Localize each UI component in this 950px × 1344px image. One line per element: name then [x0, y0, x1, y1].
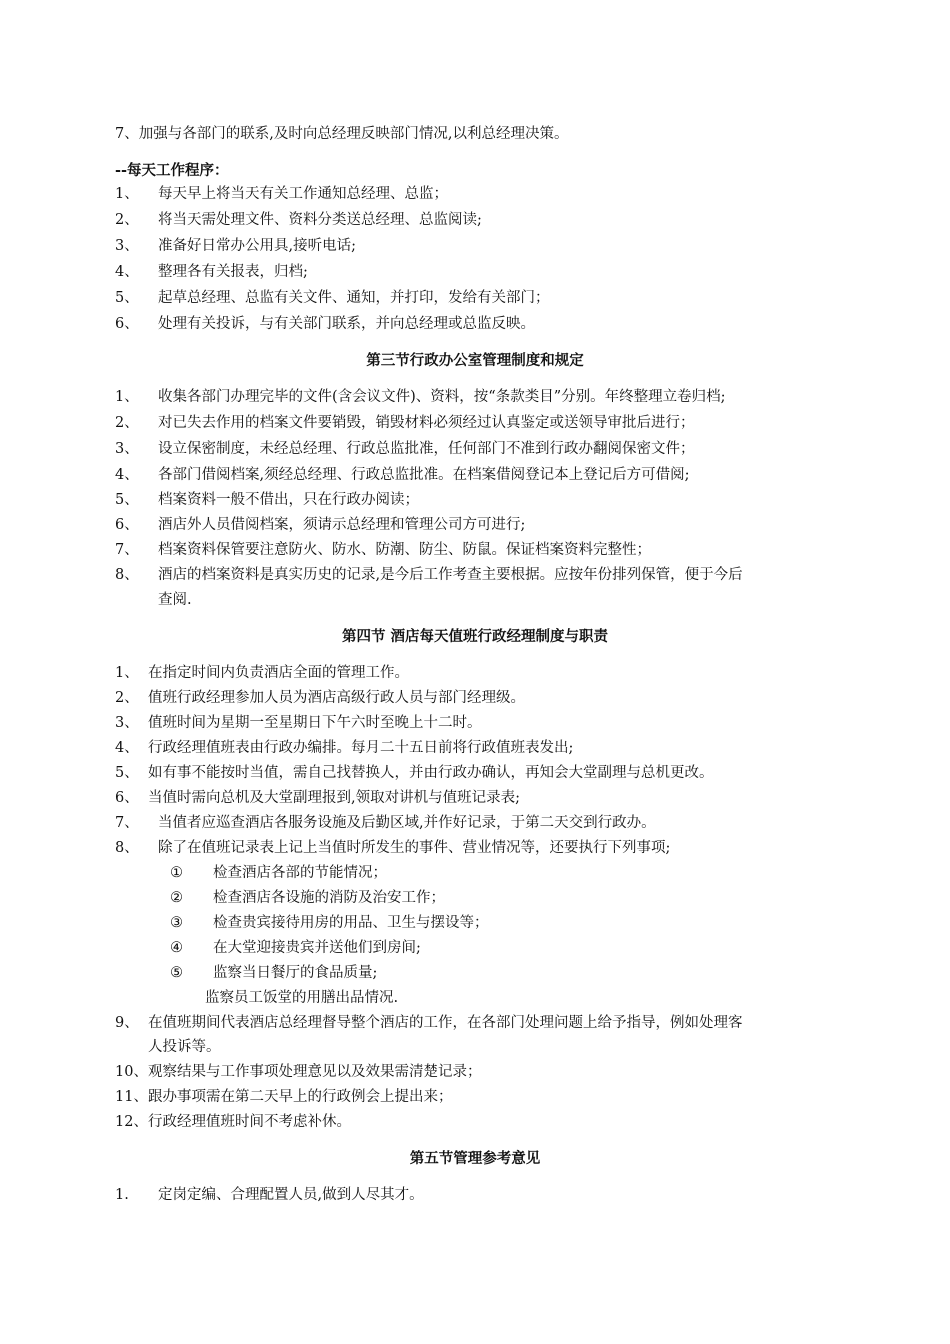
item-text: 检查酒店各部的节能情况；	[213, 865, 387, 881]
section3-item	[115, 438, 695, 460]
item-text: 除了在值班记录表上记上当值时所发生的事件、营业情况等，还要执行下列事项;	[158, 840, 671, 856]
section4-item	[115, 737, 573, 759]
item-text: 档案资料保管要注意防火、防水、防潮、防尘、防鼠。保证档案资料完整性；	[158, 542, 651, 558]
section4-item	[115, 762, 714, 784]
item-text: 值班行政经理参加人员为酒店高级行政人员与部门经理级。	[148, 690, 525, 706]
daily-item	[115, 261, 308, 283]
section3-item	[115, 539, 651, 561]
item-text: 加强与各部门的联系,及时向总经理反映部门情况,以利总经理决策。	[138, 126, 569, 142]
item-number: 10、	[115, 1064, 148, 1080]
section4-item	[115, 662, 409, 684]
section4-item	[115, 687, 525, 709]
item-text: 酒店外人员借阅档案，须请示总经理和管理公司方可进行;	[158, 517, 526, 533]
item-text: 整理各有关报表，归档;	[158, 264, 308, 280]
item-number: 7、	[115, 542, 139, 558]
daily-item	[115, 235, 356, 257]
item-number: 5、	[115, 290, 139, 306]
item-number: 3、	[115, 441, 139, 457]
section3-item	[115, 514, 525, 536]
circled-number: ④	[170, 940, 183, 956]
item-number: 2、	[115, 212, 139, 228]
section4-item-continuation: 人投诉等。	[148, 1039, 221, 1055]
section4-item	[115, 787, 520, 809]
section4-subitem	[170, 862, 387, 884]
section3-item-continuation: 查阅.	[158, 592, 192, 608]
section4-item	[115, 1061, 481, 1083]
item-text: 如有事不能按时当值，需自己找替换人，并由行政办确认，再知会大堂副理与总机更改。	[148, 765, 714, 781]
section4-subitem	[170, 937, 421, 959]
item-text: 观察结果与工作事项处理意见以及效果需清楚记录；	[147, 1064, 482, 1080]
section-title: 第三节行政办公室管理制度和规定	[366, 352, 584, 369]
section3-item	[115, 412, 695, 434]
item-number: 4、	[115, 740, 139, 756]
item-number: 12、	[115, 1114, 148, 1130]
item-number: 8、	[115, 567, 139, 583]
daily-item	[115, 183, 448, 205]
item-number: 4、	[115, 264, 139, 280]
item-text: 行政经理值班表由行政办编排。每月二十五日前将行政值班表发出;	[148, 740, 574, 756]
item-text: 在指定时间内负责酒店全面的管理工作。	[148, 665, 409, 681]
item-number: 1、	[115, 186, 139, 202]
item-number: 6、	[115, 517, 139, 533]
item-text: 监察当日餐厅的食品质量;	[213, 965, 378, 981]
section4-item	[115, 1012, 743, 1034]
section3-item	[115, 564, 743, 586]
item-text: 设立保密制度，未经总经理、行政总监批准，任何部门不准到行政办翻阅保密文件；	[158, 441, 695, 457]
section3-item	[115, 489, 419, 511]
item-number: 1、	[115, 665, 139, 681]
intro-list-item	[115, 123, 568, 145]
item-number: 1.	[115, 1187, 129, 1203]
item-text: 各部门借阅档案,须经总经理、行政总监批准。在档案借阅登记本上登记后方可借阅;	[158, 467, 690, 483]
section4-item	[115, 712, 482, 734]
item-number: 6、	[115, 316, 139, 332]
section4-extra-line: 监察员工饭堂的用膳出品情况.	[205, 990, 399, 1006]
item-text: 定岗定编、合理配置人员,做到人尽其才。	[158, 1187, 424, 1203]
circled-number: ⑤	[170, 965, 183, 981]
item-number: 2、	[115, 415, 139, 431]
section4-item	[115, 1086, 452, 1108]
item-text: 档案资料一般不借出，只在行政办阅读；	[158, 492, 419, 508]
section3-item	[115, 386, 726, 408]
daily-item	[115, 313, 535, 335]
item-text: 对已失去作用的档案文件要销毁，销毁材料必须经过认真鉴定或送领导审批后进行；	[158, 415, 695, 431]
item-text: 处理有关投诉，与有关部门联系，并向总经理或总监反映。	[158, 316, 535, 332]
item-text: 行政经理值班时间不考虑补休。	[147, 1114, 351, 1130]
daily-item	[115, 287, 550, 309]
section-title: 第五节管理参考意见	[409, 1150, 541, 1167]
item-text: 将当天需处理文件、资料分类送总经理、总监阅读;	[158, 212, 482, 228]
item-number: 3、	[115, 715, 139, 731]
item-number: 6、	[115, 790, 139, 806]
item-text: 每天早上将当天有关工作通知总经理、总监；	[158, 186, 448, 202]
daily-item	[115, 209, 482, 231]
section5-item	[115, 1184, 424, 1206]
item-text: 检查酒店各设施的消防及治安工作；	[213, 890, 445, 906]
item-text: 准备好日常办公用具,接听电话;	[158, 238, 356, 254]
item-number: 5、	[115, 765, 139, 781]
item-text: 当值时需向总机及大堂副理报到,领取对讲机与值班记录表;	[148, 790, 520, 806]
item-text: 检查贵宾接待用房的用品、卫生与摆设等；	[213, 915, 489, 931]
item-number: 2、	[115, 690, 139, 706]
section-title: 第四节 酒店每天值班行政经理制度与职责	[341, 628, 609, 645]
circled-number: ③	[170, 915, 183, 931]
item-text: 收集各部门办理完毕的文件(含会议文件)、资料，按“条款类目”分别。年终整理立卷归档;	[158, 389, 726, 405]
section3-item	[115, 464, 690, 486]
section4-subitem	[170, 912, 489, 934]
item-number: 1、	[115, 389, 139, 405]
item-number: 7、	[115, 815, 139, 831]
circled-number: ①	[170, 865, 183, 881]
item-text: 跟办事项需在第二天早上的行政例会上提出来；	[147, 1089, 453, 1105]
item-text: 在值班期间代表酒店总经理督导整个酒店的工作，在各部门处理问题上给予指导，例如处理客	[148, 1015, 743, 1031]
item-number: 3、	[115, 238, 139, 254]
item-number: 8、	[115, 840, 139, 856]
section4-subitem	[170, 962, 377, 984]
item-text: 当值者应巡查酒店各服务设施及后勤区域,并作好记录，于第二天交到行政办。	[158, 815, 656, 831]
item-text: 值班时间为星期一至星期日下午六时至晚上十二时。	[148, 715, 482, 731]
item-number: 9、	[115, 1015, 139, 1031]
item-text: 起草总经理、总监有关文件、通知，并打印，发给有关部门；	[158, 290, 550, 306]
item-number: 7、	[115, 126, 139, 142]
section4-item	[115, 837, 670, 859]
circled-number: ②	[170, 890, 183, 906]
item-number: 5、	[115, 492, 139, 508]
item-number: 11、	[115, 1089, 148, 1105]
item-number: 4、	[115, 467, 139, 483]
item-text: 在大堂迎接贵宾并送他们到房间;	[213, 940, 421, 956]
item-text: 酒店的档案资料是真实历史的记录,是今后工作考查主要根据。应按年份排列保管，便于今后	[158, 567, 743, 583]
section4-item	[115, 1111, 351, 1133]
section4-item	[115, 812, 656, 834]
daily-procedure-heading: --每天工作程序：	[115, 162, 229, 179]
section4-subitem	[170, 887, 445, 909]
